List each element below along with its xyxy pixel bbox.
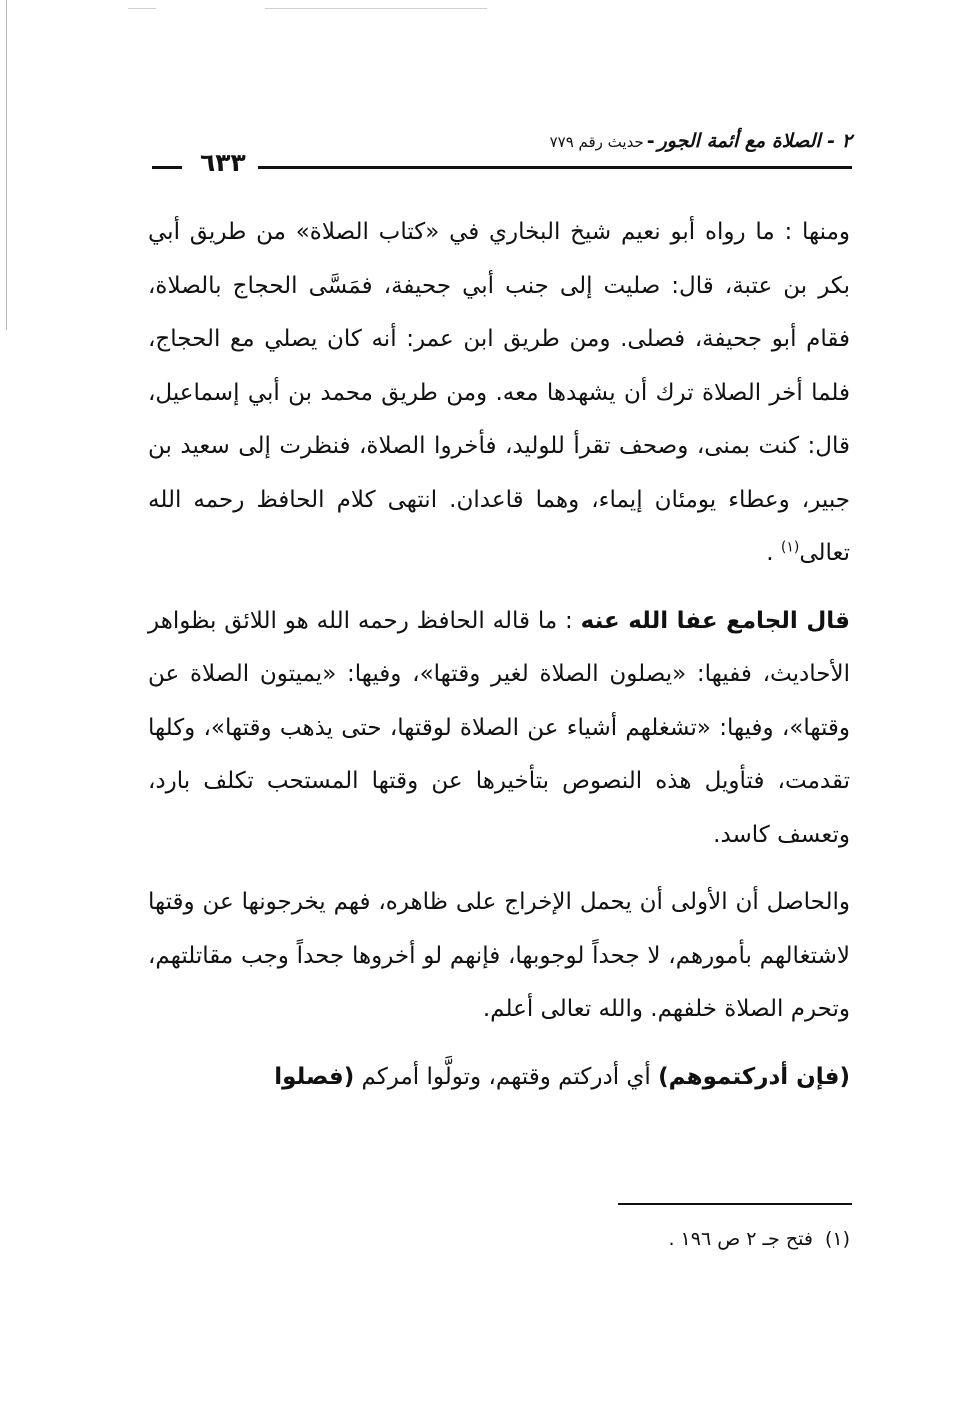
page-number: ٦٣٣ (200, 148, 246, 177)
scan-artifact-line (265, 8, 487, 9)
paragraph-text: والحاصل أن الأولى أن يحمل الإخراج على ظاهره، فهم يخرجونها عن وقتها لاشتغالهم بأمورهم، لا جحداً لوجوبها، فإنهم لو أخروها جحداً وجب مقاتلتهم، وتحرم الصلاة خلفهم. والله تعالى أعلم. (148, 889, 850, 1022)
hadith-reference: حديث رقم ٧٧٩ (549, 133, 644, 151)
header-rule-short (152, 166, 182, 169)
title-separator: - (646, 130, 655, 152)
header-rule (258, 166, 852, 169)
paragraph-lead: قال الجامع عفا الله عنه (580, 607, 850, 634)
paragraph (148, 876, 850, 1037)
footnote-text: فتح جـ ٢ ص ١٩٦ . (668, 1228, 813, 1250)
paragraph-text: : ما قاله الحافظ رحمه الله هو اللائق بظواهر الأحاديث، ففيها: «يصلون الصلاة لغير وقتها»، وفيها: «يميتون الصلاة عن وقتها»، وفيها: «تشغلهم أشياء عن الصلاة لوقتها، حتى يذهب وقتها»، وكلها تقدمت، فتأويل هذه النصوص بتأخيرها عن وقتها المستحب تكلف بارد، وتعسف كاسد. (148, 607, 850, 848)
scan-edge-line (6, 0, 7, 330)
footnote-number: (١) (824, 1228, 850, 1250)
paragraph-text: أي أدركتم وقتهم، وتولَّوا أمركم (354, 1063, 659, 1090)
page-header (148, 126, 852, 182)
scan-artifact-line (128, 8, 156, 9)
paragraph (148, 206, 850, 581)
footnote-divider (618, 1203, 852, 1205)
page-body (148, 206, 850, 1104)
paragraph (148, 595, 850, 863)
paragraph (148, 1051, 850, 1105)
footnote (148, 1222, 850, 1256)
chapter-title: ٢ - الصلاة مع أئمة الجور (657, 130, 852, 152)
paragraph-lead-continued: (فصلوا (274, 1063, 355, 1090)
paragraph-tail: . (766, 540, 781, 566)
running-title (550, 126, 852, 157)
paragraph-lead: (فإن أدركتموهم) (658, 1063, 850, 1090)
paragraph-text: ومنها : ما رواه أبو نعيم شيخ البخاري في «كتاب الصلاة» من طريق أبي بكر بن عتبة، قال: صليت إلى جنب أبي جحيفة، فمَسَّى الحجاج بالصلاة، فقام أبو جحيفة، فصلى. ومن طريق ابن عمر: أنه كان يصلي مع الحجاج، فلما أخر الصلاة ترك أن يشهدها معه. ومن طريق محمد بن أبي إسماعيل، قال: كنت بمنى، وصحف تقرأ للوليد، فأخروا الصلاة، فنظرت إلى سعيد بن جبير، وعطاء يومئان إيماء، وهما قاعدان. انتهى كلام الحافظ رحمه الله تعالى (148, 219, 850, 566)
footnote-reference: (١) (780, 539, 800, 556)
